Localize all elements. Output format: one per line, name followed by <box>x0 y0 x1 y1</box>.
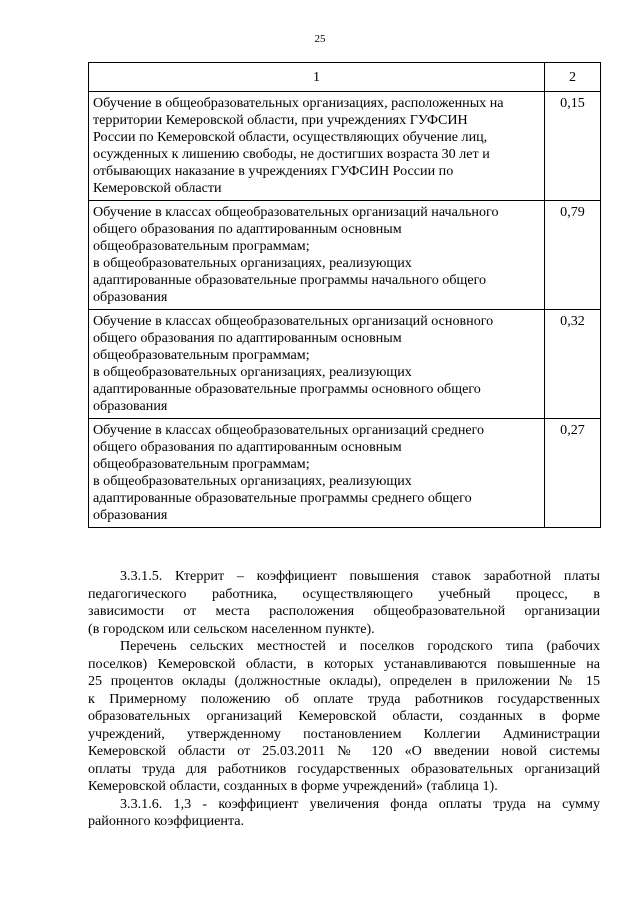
row-value: 0,27 <box>545 419 601 528</box>
text-line: общего образования по адаптированным основным <box>93 221 402 237</box>
text-line: зависимости от места расположения общеобразовательной организации <box>88 603 600 619</box>
row-description <box>89 310 545 419</box>
text-line: Кемеровской области, созданных в форме учреждений» (таблица 1). <box>88 778 498 794</box>
text-line: 3.3.1.6. 1,3 - коэффициент увеличения фонда оплаты труда на сумму <box>120 795 600 812</box>
text-line: общеобразовательным программам; <box>93 456 310 472</box>
text-line: районного коэффициента. <box>88 813 245 829</box>
text-line: России по Кемеровской области, осуществляющих обучение лиц, <box>93 129 488 145</box>
paragraph-3-3-1-5 <box>88 568 600 638</box>
row-description <box>89 201 545 310</box>
text-line: поселков) Кемеровской области, в которых устанавливаются повышенные на <box>88 655 600 672</box>
text-line: в общеобразовательных организациях, реализующих <box>93 364 412 380</box>
row-value: 0,15 <box>545 92 601 201</box>
text-line: отбывающих наказание в учреждениях ГУФСИН России по <box>93 163 454 179</box>
text-line: образования <box>93 507 168 523</box>
page-number: 25 <box>314 33 326 45</box>
text-line: общеобразовательным программам; <box>93 347 310 363</box>
text-line: общеобразовательным программам; <box>93 238 310 254</box>
text-line: образования <box>93 398 168 414</box>
table-row <box>89 310 601 419</box>
text-line: осужденных к лишению свободы, не достигших возраста 30 лет и <box>93 146 490 162</box>
text-line: общего образования по адаптированным основным <box>93 330 402 346</box>
text-line: в общеобразовательных организациях, реализующих <box>93 255 412 271</box>
text-line: Обучение в классах общеобразовательных организаций среднего <box>93 422 485 438</box>
text-line: общего образования по адаптированным основным <box>93 439 402 455</box>
table-row <box>89 201 601 310</box>
text-line: Перечень сельских местностей и поселков городского типа (рабочих <box>120 638 600 654</box>
text-line: 3.3.1.5. Ктеррит – коэффициент повышения ставок заработной платы <box>120 568 600 584</box>
coefficient-table <box>88 62 601 528</box>
text-line: (в городском или сельском населенном пункте). <box>88 620 375 637</box>
column-header-2: 2 <box>545 63 601 92</box>
paragraph-3-3-1-6 <box>88 796 600 831</box>
text-line: учреждений, утвержденному постановлением Коллегии Администрации <box>88 725 600 742</box>
text-line: адаптированные образовательные программы основного общего <box>93 381 481 397</box>
text-line: образования <box>93 289 168 305</box>
text-line: образовательных организаций Кемеровской области, созданных в форме <box>88 708 600 724</box>
row-description <box>89 419 545 528</box>
text-line: к Примерному положению об оплате труда работников государственных <box>88 690 600 707</box>
text-line: оплаты труда для работников государственных образовательных организаций <box>88 760 600 777</box>
table-row <box>89 92 601 201</box>
column-header-1: 1 <box>89 63 545 92</box>
table-row <box>89 419 601 528</box>
row-value: 0,79 <box>545 201 601 310</box>
text-line: Обучение в классах общеобразовательных организаций основного <box>93 313 494 329</box>
paragraph-settlements-list <box>88 638 600 796</box>
text-line: Кемеровской области <box>93 180 222 196</box>
text-line: Кемеровской области от 25.03.2011 № 120 «О введении новой системы <box>88 743 600 759</box>
row-description <box>89 92 545 201</box>
table-header-row <box>89 63 601 92</box>
text-line: адаптированные образовательные программы среднего общего <box>93 490 472 506</box>
body-text <box>88 568 600 831</box>
text-line: 25 процентов оклады (должностные оклады), определен в приложении № 15 <box>88 673 600 689</box>
row-value: 0,32 <box>545 310 601 419</box>
text-line: территории Кемеровской области, при учреждениях ГУФСИН <box>93 112 468 128</box>
text-line: Обучение в общеобразовательных организациях, расположенных на <box>93 95 504 111</box>
text-line: педагогического работника, осуществляющего учебный процесс, в <box>88 585 600 602</box>
text-line: Обучение в классах общеобразовательных организаций начального <box>93 204 499 220</box>
text-line: адаптированные образовательные программы начального общего <box>93 272 487 288</box>
text-line: в общеобразовательных организациях, реализующих <box>93 473 412 489</box>
